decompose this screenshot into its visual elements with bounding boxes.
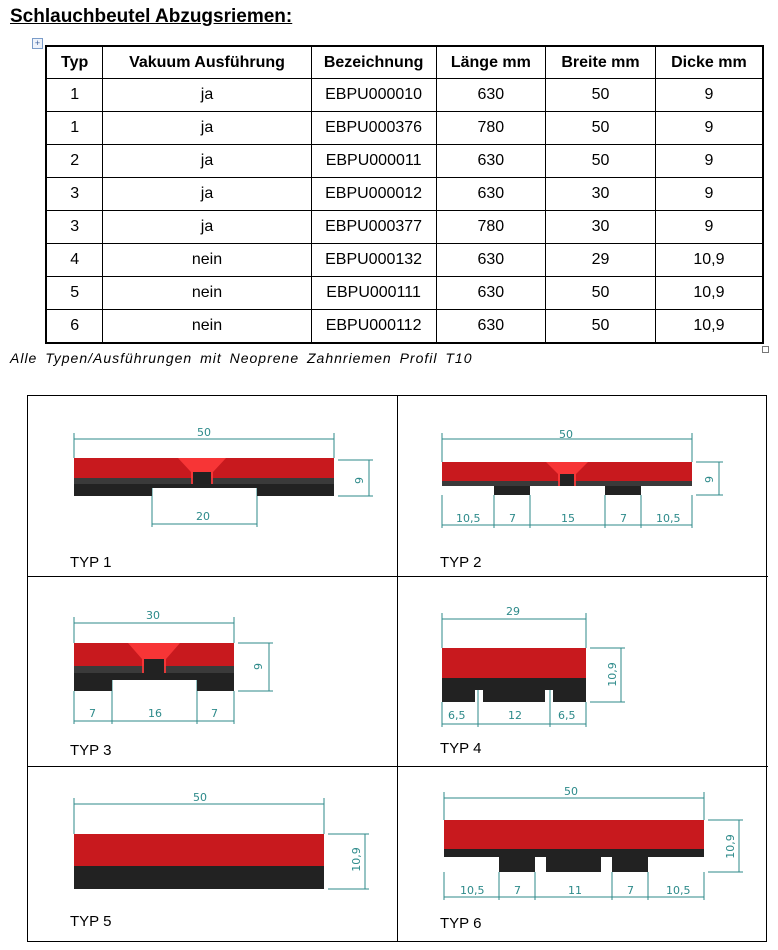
cell-laenge: 780 [436,112,546,145]
typ3-bottom-label: 16 [148,707,162,720]
typ1-drawing [28,396,398,577]
cell-breite: 50 [546,310,656,344]
cell-laenge: 630 [436,178,546,211]
cell-bezeichnung: EBPU000376 [311,112,436,145]
cell-bezeichnung: EBPU000012 [311,178,436,211]
typ3-drawing [28,577,398,767]
typ2-bottom-label: 10,5 [456,512,481,525]
cell-vakuum: ja [103,145,311,178]
diagram-cell-typ4 [398,577,768,767]
typ2-height-label: 9 [703,476,716,483]
typ1-height-label: 9 [353,477,366,484]
cell-dicke: 10,9 [655,244,763,277]
typ1-label: TYP 1 [70,554,112,571]
table-move-handle-icon[interactable]: + [32,38,43,49]
cell-laenge: 630 [436,310,546,344]
table-row [46,244,763,277]
typ2-bottom-label: 15 [561,512,575,525]
cell-vakuum: ja [103,211,311,244]
cell-bezeichnung: EBPU000377 [311,211,436,244]
cell-typ: 5 [46,277,103,310]
table-row [46,112,763,145]
typ4-drawing [398,577,768,767]
cell-laenge: 630 [436,244,546,277]
cell-dicke: 9 [655,112,763,145]
cell-typ: 4 [46,244,103,277]
cell-bezeichnung: EBPU000011 [311,145,436,178]
cell-vakuum: ja [103,112,311,145]
col-header-laenge: Länge mm [436,46,546,79]
cell-dicke: 9 [655,178,763,211]
typ5-width-label: 50 [193,791,207,804]
cell-typ: 3 [46,178,103,211]
cell-typ: 1 [46,112,103,145]
typ4-width-label: 29 [506,605,520,618]
typ6-bottom-label: 7 [514,884,521,897]
table-row [46,211,763,244]
cell-bezeichnung: EBPU000132 [311,244,436,277]
typ2-width-label: 50 [559,428,573,441]
cell-breite: 29 [546,244,656,277]
typ6-bottom-label: 10,5 [460,884,485,897]
table-row [46,310,763,344]
cell-vakuum: ja [103,79,311,112]
diagram-cell-typ5 [28,767,398,942]
typ4-height-label: 10,9 [605,662,619,687]
cell-vakuum: nein [103,310,311,344]
cell-vakuum: nein [103,244,311,277]
typ6-label: TYP 6 [440,915,482,932]
table-header-row [46,46,763,79]
cell-breite: 30 [546,178,656,211]
cell-breite: 50 [546,277,656,310]
diagram-cell-typ6 [398,767,768,942]
typ5-label: TYP 5 [70,913,112,930]
diagram-cell-typ3 [28,577,398,767]
page-title: Schlauchbeutel Abzugsriemen: [10,6,293,27]
diagram-cell-typ2 [398,396,768,577]
cell-laenge: 630 [436,145,546,178]
cell-dicke: 9 [655,145,763,178]
typ3-height-label: 9 [252,663,265,670]
typ6-height-label: 10,9 [723,834,737,859]
typ3-label: TYP 3 [70,742,112,759]
col-header-dicke: Dicke mm [655,46,763,79]
typ6-width-label: 50 [564,785,578,798]
typ3-bottom-label: 7 [211,707,218,720]
cell-dicke: 9 [655,79,763,112]
table-resize-handle[interactable] [762,346,769,353]
typ4-bottom-label: 6,5 [448,709,466,722]
cell-typ: 2 [46,145,103,178]
diagram-grid [27,395,767,942]
cell-vakuum: nein [103,277,311,310]
col-header-typ: Typ [46,46,103,79]
col-header-vakuum: Vakuum Ausführung [103,46,311,79]
cell-bezeichnung: EBPU000112 [311,310,436,344]
typ6-bottom-label: 10,5 [666,884,691,897]
cell-laenge: 780 [436,211,546,244]
typ2-drawing [398,396,768,577]
typ2-label: TYP 2 [440,554,482,571]
typ5-height-label: 10,9 [349,847,363,872]
diagram-cell-typ1 [28,396,398,577]
profile-note: Alle Typen/Ausführungen mit Neoprene Zahnriemen Profil T10 [10,350,473,366]
cell-breite: 30 [546,211,656,244]
col-header-bezeichnung: Bezeichnung [311,46,436,79]
spec-table [45,45,764,344]
cell-bezeichnung: EBPU000010 [311,79,436,112]
cell-breite: 50 [546,145,656,178]
table-row [46,145,763,178]
table-row [46,277,763,310]
cell-typ: 6 [46,310,103,344]
typ3-width-label: 30 [146,609,160,622]
typ4-bottom-label: 12 [508,709,522,722]
cell-breite: 50 [546,79,656,112]
typ2-bottom-label: 10,5 [656,512,681,525]
cell-laenge: 630 [436,277,546,310]
cell-dicke: 10,9 [655,310,763,344]
cell-typ: 1 [46,79,103,112]
typ6-bottom-label: 7 [627,884,634,897]
typ4-label: TYP 4 [440,740,482,757]
cell-dicke: 10,9 [655,277,763,310]
typ1-width-label: 50 [197,426,211,439]
typ6-bottom-label: 11 [568,884,582,897]
table-row [46,178,763,211]
typ3-bottom-label: 7 [89,707,96,720]
typ4-bottom-label: 6,5 [558,709,576,722]
col-header-breite: Breite mm [546,46,656,79]
cell-typ: 3 [46,211,103,244]
cell-dicke: 9 [655,211,763,244]
cell-laenge: 630 [436,79,546,112]
typ1-bottom-label: 20 [196,510,210,523]
cell-bezeichnung: EBPU000111 [311,277,436,310]
cell-vakuum: ja [103,178,311,211]
cell-breite: 50 [546,112,656,145]
typ2-bottom-label: 7 [620,512,627,525]
table-row [46,79,763,112]
typ2-bottom-label: 7 [509,512,516,525]
